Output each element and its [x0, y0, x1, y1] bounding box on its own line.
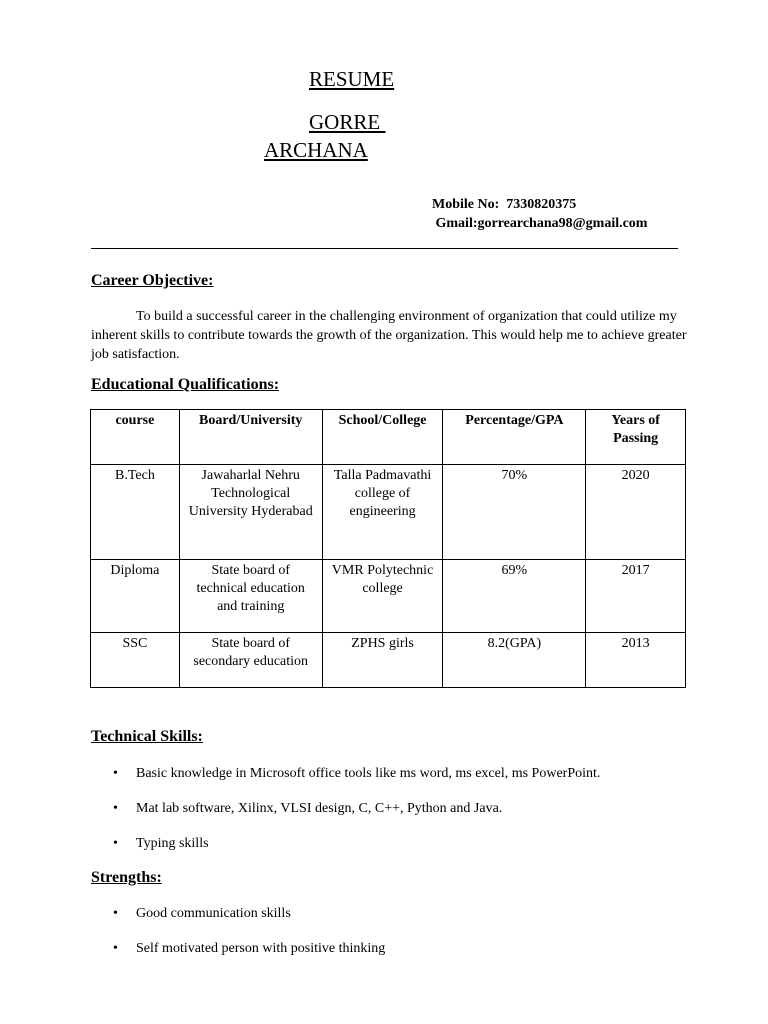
table-cell: 2017	[586, 560, 686, 633]
list-item	[91, 835, 600, 870]
table-cell: B.Tech	[91, 465, 180, 560]
list-item-text: Good communication skills	[136, 906, 291, 921]
contact-block	[432, 195, 647, 233]
table-row	[91, 633, 686, 688]
table-cell: VMR Polytechnic college	[322, 560, 443, 633]
table-cell: Jawaharlal Nehru Technological University Hyderabad	[179, 465, 322, 560]
table-cell: State board of technical education and training	[179, 560, 322, 633]
column-header: Board/University	[179, 410, 322, 465]
career-objective-body: To build a successful career in the challenging environment of organization that could utilize my inherent skills to contribute towards the growth of the organization. This would help me to achieve greater job satisfaction.	[91, 309, 687, 362]
strengths-heading: Strengths:	[91, 869, 162, 886]
table-row	[91, 560, 686, 633]
technical-skills-heading: Technical Skills:	[91, 728, 203, 745]
list-item-text: Typing skills	[136, 836, 209, 851]
table-header-row	[91, 410, 686, 465]
list-item-text: Mat lab software, Xilinx, VLSI design, C, C++, Python and Java.	[136, 801, 503, 816]
table-cell: 2013	[586, 633, 686, 688]
resume-title: RESUME	[309, 67, 395, 91]
candidate-name-line1: GORRE	[309, 110, 386, 134]
column-header: Percentage/GPA	[443, 410, 586, 465]
table-cell: 8.2(GPA)	[443, 633, 586, 688]
table-cell: State board of secondary education	[179, 633, 322, 688]
list-item-text: Basic knowledge in Microsoft office tools like ms word, ms excel, ms PowerPoint.	[136, 766, 601, 781]
bullet-icon: •	[113, 801, 118, 816]
column-header: course	[91, 410, 180, 465]
header-divider	[91, 248, 678, 249]
list-item	[91, 800, 600, 835]
table-cell: SSC	[91, 633, 180, 688]
table-cell: ZPHS girls	[322, 633, 443, 688]
list-item	[91, 765, 600, 800]
email-address: Gmail:gorrearchana98@gmail.com	[432, 216, 648, 231]
technical-skills-list	[91, 765, 600, 870]
bullet-icon: •	[113, 941, 118, 956]
list-item	[91, 940, 385, 975]
education-table	[90, 409, 686, 688]
table-cell: 69%	[443, 560, 586, 633]
table-cell: 70%	[443, 465, 586, 560]
list-item	[91, 905, 385, 940]
table-cell: 2020	[586, 465, 686, 560]
bullet-icon: •	[113, 906, 118, 921]
table-cell: Talla Padmavathi college of engineering	[322, 465, 443, 560]
strengths-list	[91, 905, 385, 975]
list-item-text: Self motivated person with positive thinking	[136, 941, 386, 956]
career-objective-heading: Career Objective:	[91, 272, 214, 289]
career-objective-text	[91, 307, 691, 364]
bullet-icon: •	[113, 836, 118, 851]
education-heading: Educational Qualifications:	[91, 376, 280, 393]
candidate-name-line2: ARCHANA	[264, 138, 368, 162]
column-header: Years of Passing	[586, 410, 686, 465]
mobile-number: Mobile No: 7330820375	[432, 197, 577, 212]
table-cell: Diploma	[91, 560, 180, 633]
column-header: School/College	[322, 410, 443, 465]
bullet-icon: •	[113, 766, 118, 781]
table-row	[91, 465, 686, 560]
